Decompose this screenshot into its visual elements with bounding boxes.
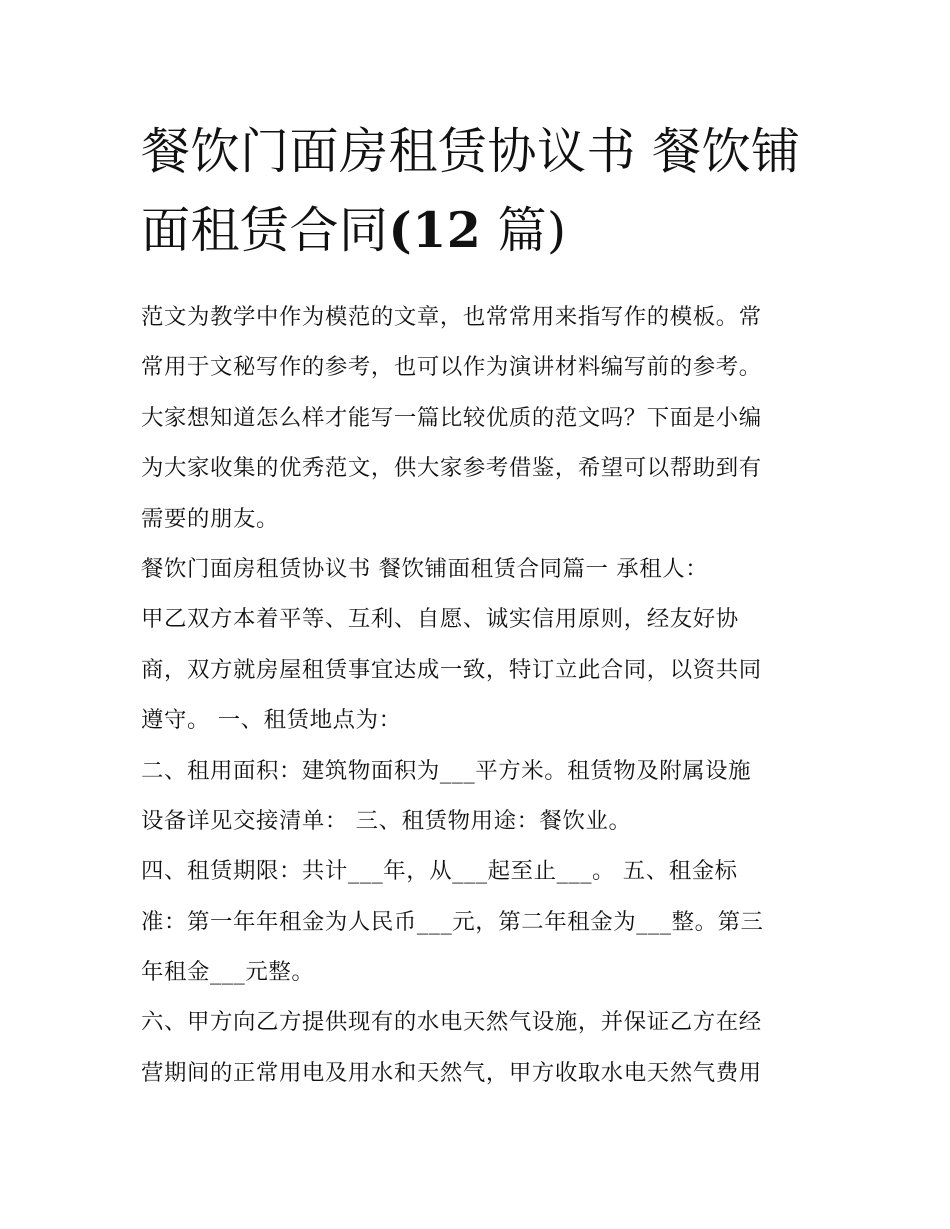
body-line: 二、租用面积：建筑物面积为___平方米。租赁物及附属设施	[141, 757, 752, 784]
body-line: 为大家收集的优秀范文，供大家参考借鉴，希望可以帮助到有	[141, 455, 762, 482]
title-line-2	[141, 191, 813, 270]
body-line: 需要的朋友。	[141, 505, 279, 532]
title-line-1: 餐饮门面房租赁协议书 餐饮铺	[141, 123, 801, 180]
title-count: (12	[388, 201, 482, 259]
body-line: 大家想知道怎么样才能写一篇比较优质的范文吗？下面是小编	[141, 404, 762, 431]
body-line: 营期间的正常用电及用水和天然气，甲方收取水电天然气费用	[141, 1059, 762, 1086]
document-page	[141, 112, 813, 1098]
document-title	[141, 112, 813, 270]
body-line: 设备详见交接清单： 三、租赁物用途：餐饮业。	[141, 807, 632, 834]
document-body	[141, 292, 813, 1098]
body-line: 商，双方就房屋租赁事宜达成一致，特订立此合同，以资共同	[141, 656, 762, 683]
title-count-suffix: 篇)	[481, 202, 567, 259]
body-line: 六、甲方向乙方提供现有的水电天然气设施，并保证乙方在经	[141, 1009, 762, 1036]
body-line: 甲乙双方本着平等、互利、自愿、诚实信用原则，经友好协	[141, 606, 739, 633]
title-line-2-text: 面租赁合同	[141, 202, 389, 259]
body-line: 常用于文秘写作的参考，也可以作为演讲材料编写前的参考。	[141, 354, 762, 381]
body-line: 遵守。 一、租赁地点为：	[141, 707, 402, 734]
body-line: 年租金___元整。	[141, 959, 315, 986]
body-line: 餐饮门面房租赁协议书 餐饮铺面租赁合同篇一 承租人：	[141, 555, 709, 582]
body-line: 准：第一年年租金为人民币___元，第二年租金为___整。第三	[141, 908, 764, 935]
body-line: 范文为教学中作为模范的文章，也常常用来指写作的模板。常	[141, 304, 762, 330]
body-line: 四、租赁期限：共计___年，从___起至止___。 五、租金标	[141, 858, 738, 885]
